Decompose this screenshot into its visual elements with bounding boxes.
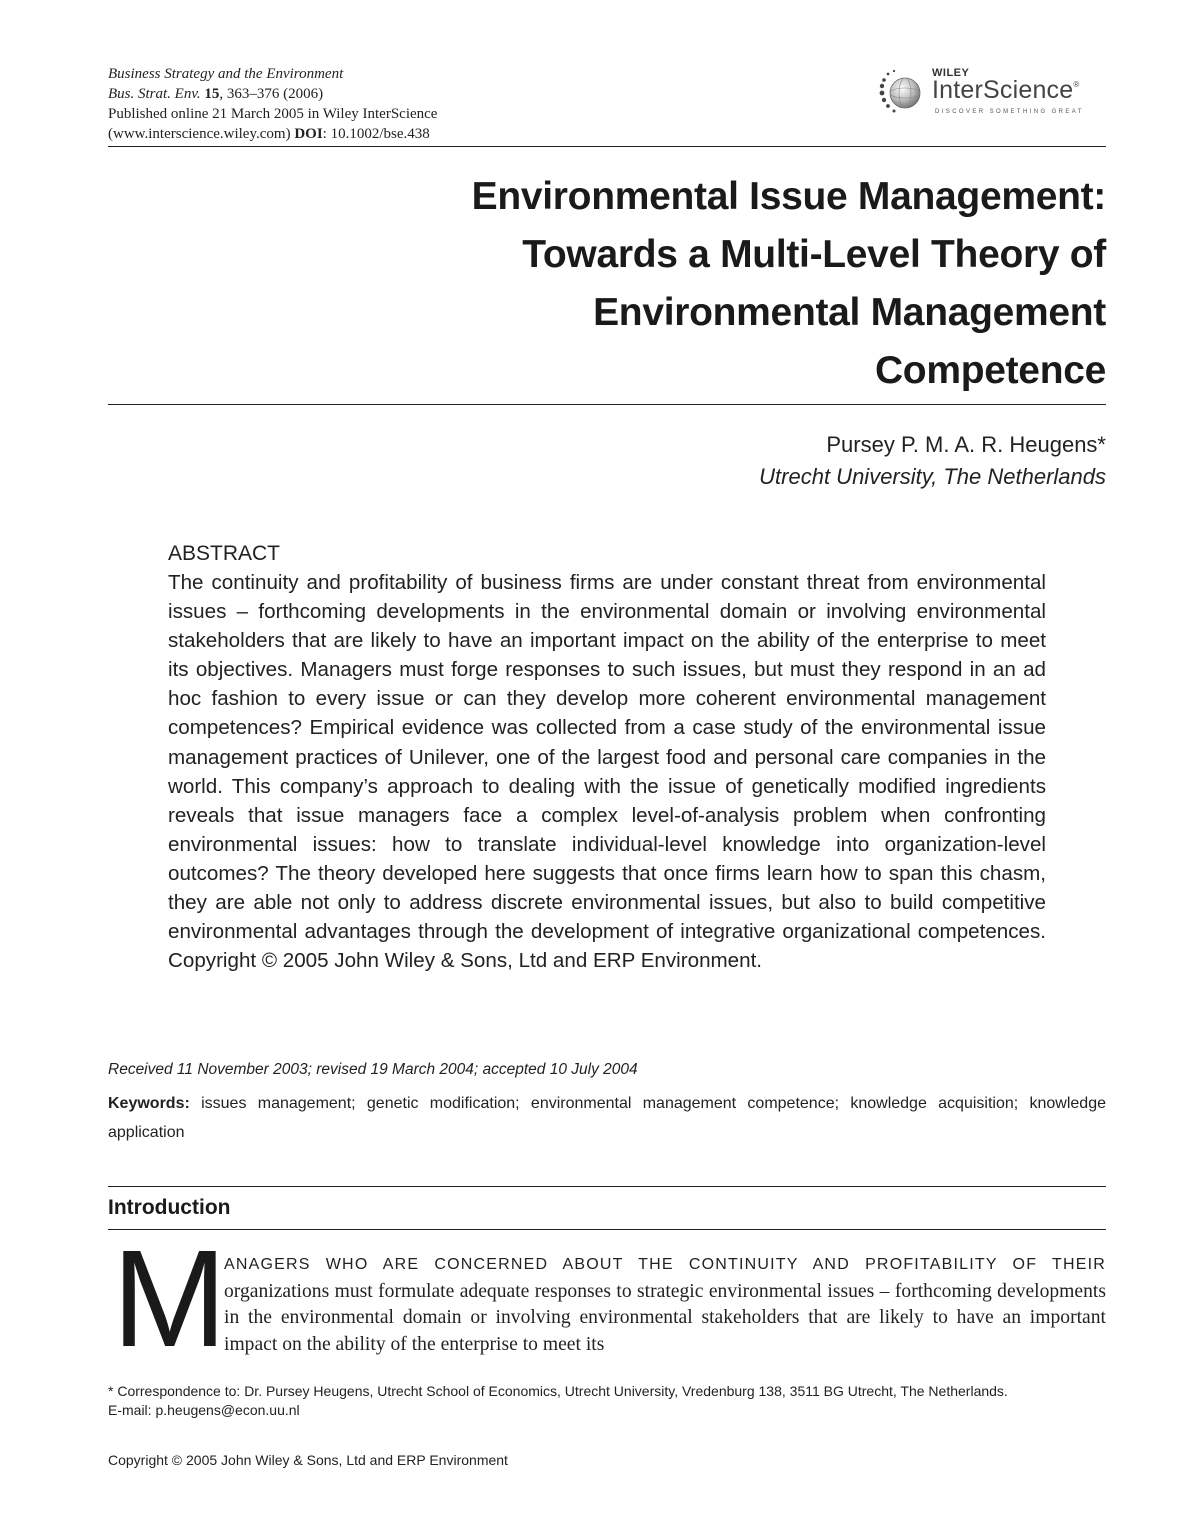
title-line: Towards a Multi-Level Theory of [522,233,1106,276]
title-line: Environmental Management [593,291,1106,334]
brand-name [932,76,1079,105]
brand-text: InterScience [932,76,1074,104]
journal-abbrev: Bus. Strat. Env. [108,86,201,102]
title-line: Environmental Issue Management: [471,175,1106,218]
doi-line [108,124,668,144]
intro-paragraph [224,1251,1106,1358]
journal-volume: 15 [204,86,220,102]
footnote-email[interactable]: E-mail: p.heugens@econ.uu.nl [108,1402,300,1418]
title-rule [108,404,1106,405]
journal-pages-year: , 363–376 (2006) [219,86,324,102]
doi-label: DOI [294,126,323,142]
intro-smallcaps: ANAGERS WHO ARE CONCERNED ABOUT THE CONTINUITY AND PROFITABILITY OF THEIR [224,1256,1106,1273]
abstract-text: The continuity and profitability of business firms are under constant threat from environmental issues – forthcoming developments in the environmental domain or involving environmental stakeholders that are likely to have an important impact on the ability of the enterprise to meet its objectives. Managers must forge responses to such issues, but must they respond in an ad hoc fashion to every issue or can they develop more coherent environmental management competences? Empirical evidence was collected from a case study of the environmental issue management practices of Unilever, one of the largest food and personal care companies in the world. This company’s approach to dealing with the issue of genetically modified ingredients reveals that issue managers face a complex level-of-analysis problem when confronting environmental issues: how to translate individual-level knowledge into organization-level outcomes? The theory developed here suggests that once firms learn how to span this chasm, they are able not only to address discrete environmental issues, but also to build competitive environmental advantages through the development of integrative organizational competences. Copyright © 2005 John Wiley & Sons, Ltd and ERP Environment. [168,571,1046,973]
header-rule [108,146,1106,147]
registered-mark: ® [1073,80,1080,89]
article-title [300,168,1106,400]
keywords [108,1089,1106,1147]
copyright-notice: Copyright © 2005 John Wiley & Sons, Ltd and ERP Environment [108,1452,508,1468]
journal-name: Business Strategy and the Environment [108,66,344,82]
received-dates: Received 11 November 2003; revised 19 March 2004; accepted 10 July 2004 [108,1061,638,1078]
abstract-heading: ABSTRACT [168,542,281,565]
author-affiliation: Utrecht University, The Netherlands [759,464,1106,489]
section-rule-bottom [108,1229,1106,1230]
journal-citation [108,84,668,104]
doi-value[interactable]: : 10.1002/bse.438 [322,126,430,142]
title-line: Competence [874,349,1106,392]
published-line: Published online 21 March 2005 in Wiley InterScience [108,106,438,122]
journal-info [108,64,668,144]
intro-text: organizations must formulate adequate responses to strategic environmental issues – forthcoming developments in the environmental domain or involving environmental stakeholders that are likely to have an important impact on the ability of the enterprise to meet its [224,1280,1106,1355]
footnote-line: * Correspondence to: Dr. Pursey Heugens, Utrecht School of Economics, Utrecht University, Vredenburg 138, 3511 BG Utrecht, The Netherlands. [108,1383,1008,1399]
brand-tagline: DISCOVER SOMETHING GREAT [935,109,1084,115]
section-heading: Introduction [108,1196,231,1219]
journal-url[interactable]: (www.interscience.wiley.com) [108,126,291,142]
publisher-name: WILEY [932,67,970,79]
keywords-label: Keywords: [108,1095,190,1112]
author-name: Pursey P. M. A. R. Heugens* [826,432,1106,457]
drop-cap: M [112,1222,227,1376]
interscience-logo [878,66,1110,118]
section-rule-top [108,1186,1106,1187]
globe-icon [878,68,928,116]
correspondence-footnote [108,1382,1118,1420]
keywords-text: issues management; genetic modification; environmental management competence; knowledge acquisition; knowledge application [108,1095,1106,1141]
